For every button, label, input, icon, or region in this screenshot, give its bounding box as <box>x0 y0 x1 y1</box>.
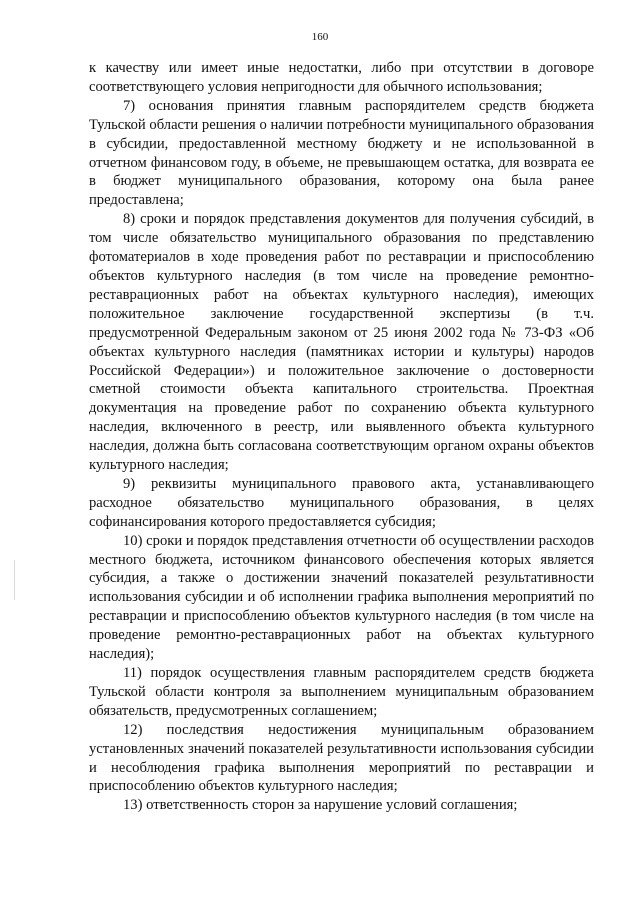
paragraph-item-13: 13) ответственность сторон за нарушение условий соглашения; <box>123 797 518 814</box>
page-number: 160 <box>311 31 329 43</box>
paragraph-item-12: 12) последствия недостижения муниципальным образованием установленных значений показателей результативности использования субсидии и несоблюдения графика выполнения мероприятий по реставрации и приспособлению объектов культурного наследия; <box>89 721 594 795</box>
paragraph-item-9: 9) реквизиты муниципального правового акта, устанавливающего расходное обязательство муниципального образования, в целях софинансирования которого предоставляется субсидия; <box>89 475 594 530</box>
paragraph-item-8: 8) сроки и порядок представления документов для получения субсидий, в том числе обязательство муниципального образования по представлению фотоматериалов в ходе проведения работ по реставрации и приспособлению объектов культурного наследия (в том числе на проведение ремонтно-реставрационных работ на объектах культурного наследия), имеющих положительное заключение государственной экспертизы (в т.ч. предусмотренной Федеральным законом от 25 июня 2002 года № 73-ФЗ «Об объектах культурного наследия (памятниках истории и культуры) народов Российской Федерации») и положительное заключение о достоверности сметной стоимости объекта капитального строительства. Проектная документация на проведение работ по сохранению объекта культурного наследия, включенного в реестр, или выявленного объекта культурного наследия, должна быть согласована соответствующим органом охраны объектов культурного наследия; <box>89 211 594 474</box>
paragraph-continuation: к качеству или имеет иные недостатки, либо при отсутствии в договоре соответствующего условия непригодности для обычного использования; <box>89 60 594 95</box>
paragraph-item-7: 7) основания принятия главным распорядителем средств бюджета Тульской области решения о наличии потребности муниципального образования в субсидии, предоставленной местному бюджету и не использованной в отчетном финансовом году, в объеме, не превышающем остатка, для возврата ее в бюджет муниципального образования, которому она была ранее предоставлена; <box>89 97 594 209</box>
margin-mark <box>14 560 15 600</box>
document-body <box>89 59 594 815</box>
paragraph-item-11: 11) порядок осуществления главным распорядителем средств бюджета Тульской области контроля за выполнением муниципальным образованием обязательств, предусмотренных соглашением; <box>89 665 594 719</box>
paragraph-item-10: 10) сроки и порядок представления отчетности об осуществлении расходов местного бюджета, источником финансового обеспечения которых является субсидия, а также о достижении значений показателей результативности использования субсидии и об исполнении графика выполнения мероприятий по реставрации и приспособлению объектов культурного наследия (в том числе на проведение ремонтно-реставрационных работ на объектах культурного наследия); <box>89 532 594 663</box>
